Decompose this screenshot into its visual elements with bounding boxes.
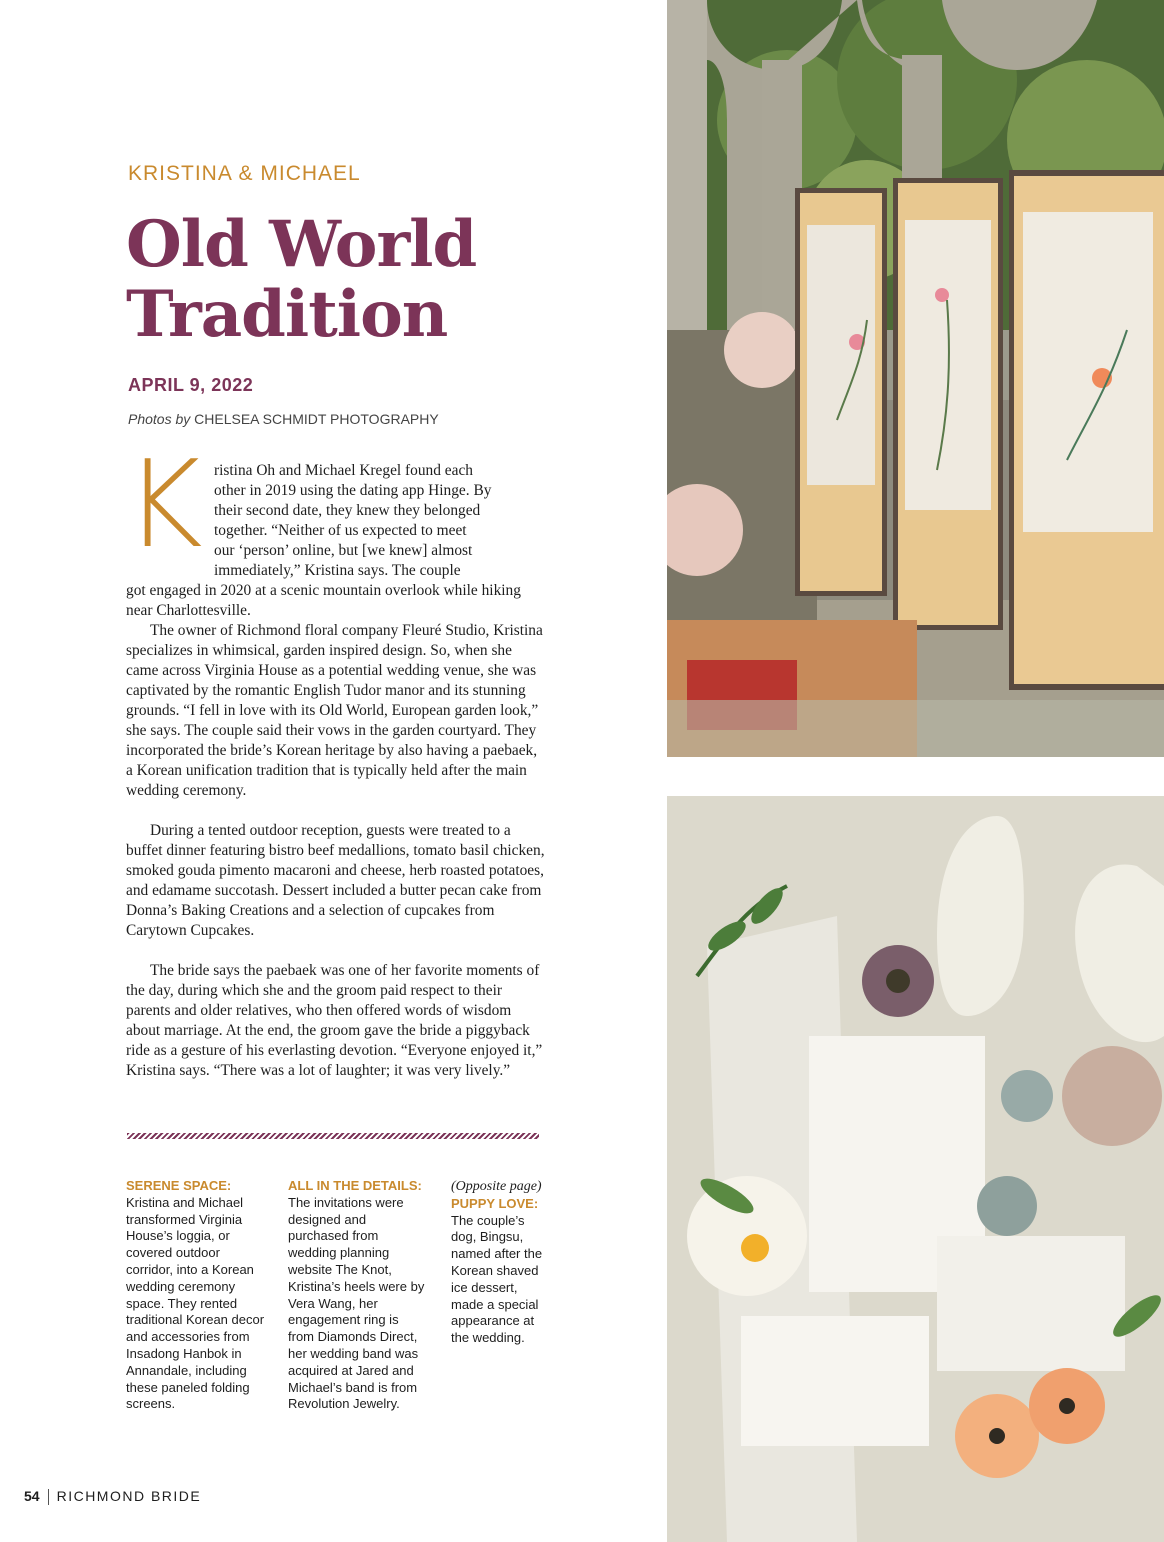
lead-line: our ‘person’ online, but [we knew] almost — [214, 542, 473, 559]
article-paragraph-3: During a tented outdoor reception, guests were treated to a buffet dinner featuring bistro beef medallions, tomato basil chicken, smoked gouda pimento macaroni and cheese, herb roasted potatoes, and edamame succotash. Dessert included a butter pecan cake from Donna’s Baking Creations and a selection of cupcakes from Carytown Cupcakes. — [126, 822, 545, 939]
caption-puppy-love — [451, 1178, 543, 1347]
folio-separator — [48, 1489, 49, 1505]
photographer-name: CHELSEA SCHMIDT PHOTOGRAPHY — [194, 411, 439, 427]
photo-invitation-flatlay — [667, 796, 1164, 1542]
lead-line: their second date, they knew they belonged — [214, 502, 481, 519]
caption-body: Kristina and Michael transformed Virginia House’s loggia, or covered outdoor corridor, into a Korean wedding ceremony space. They rented traditional Korean decor and accessories from Insadong Hanbok in Annandale, including these paneled folding screens. — [126, 1194, 265, 1412]
article-paragraph-4: The bride says the paebaek was one of her favorite moments of the day, during which she and the groom paid respect to their parents and older relatives, who then offered words of wisdom about marriage. At the end, the groom gave the bride a piggyback ride as a gesture of his everlasting devotion. “Everyone enjoyed it,” Kristina says. “There was a lot of laughter; it was very lively.” — [126, 962, 543, 1079]
caption-heading: PUPPY LOVE: — [451, 1195, 539, 1211]
caption-heading: SERENE SPACE: — [126, 1178, 232, 1193]
photo-folding-screens — [667, 0, 1164, 757]
wedding-date: APRIL 9, 2022 — [128, 375, 254, 395]
publication-name: RICHMOND BRIDE — [56, 1488, 202, 1504]
caption-serene-space — [126, 1178, 266, 1413]
hatched-divider — [127, 1133, 539, 1139]
photo-credit — [128, 411, 439, 427]
caption-body: The couple’s dog, Bingsu, named after the Korean shaved ice dessert, made a special appearance at the wedding. — [451, 1212, 543, 1346]
lead-line: ristina Oh and Michael Kregel found each — [214, 462, 473, 479]
photo-credit-prefix: Photos by — [128, 411, 191, 427]
lead-line: other in 2019 using the dating app Hinge. By — [214, 482, 492, 499]
lead-line: together. “Neither of us expected to meet — [214, 522, 467, 539]
caption-details — [288, 1178, 428, 1413]
headline-line-2: Tradition — [126, 277, 448, 352]
drop-cap: K — [124, 436, 203, 575]
article-paragraph-2: The owner of Richmond floral company Fleuré Studio, Kristina specializes in whimsical, garden inspired design. So, when she came across Virginia House as a potential wedding venue, she was captivated by the romantic English Tudor manor and its stunning grounds. “I fell in love with its Old World, European garden look,” she says. The couple said their vows in the garden courtyard. They incorporated the bride’s Korean heritage by also having a paebaek, a Korean unification tradition that is typically held after the main wedding ceremony. — [126, 622, 543, 799]
article-lead — [214, 461, 544, 581]
article-kicker: KRISTINA & MICHAEL — [128, 162, 361, 185]
article-lead-continued: got engaged in 2020 at a scenic mountain overlook while hiking near Charlottesville. — [126, 582, 521, 619]
caption-body: The invitations were designed and purchased from wedding planning website The Knot, Kristina’s heels were by Vera Wang, her engagement ring is from Diamonds Direct, her wedding band was acquired at Jared and Michael’s band is from Revolution Jewelry. — [288, 1194, 425, 1412]
headline-line-1: Old World — [126, 207, 477, 282]
caption-opposite-page: (Opposite page) — [451, 1179, 542, 1194]
lead-line: immediately,” Kristina says. The couple — [214, 562, 461, 579]
page-folio — [24, 1488, 201, 1505]
page-number: 54 — [24, 1488, 40, 1504]
caption-heading: ALL IN THE DETAILS: — [288, 1178, 422, 1193]
article-headline — [126, 207, 566, 352]
